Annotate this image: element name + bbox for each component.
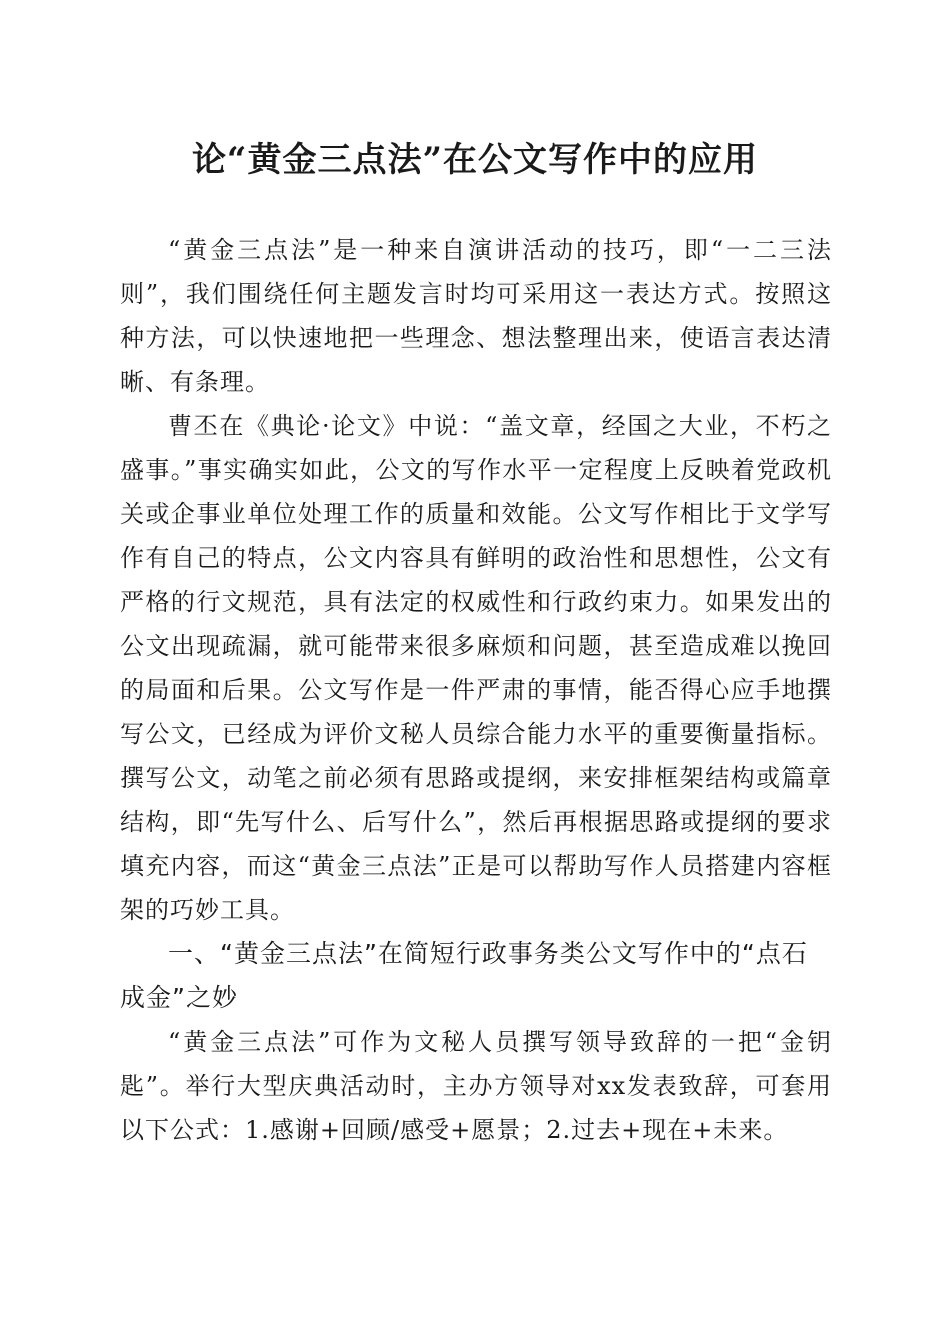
paragraph-cao-pi-quote: 曹丕在《典论·论文》中说：“盖文章，经国之大业，不朽之盛事。”事实确实如此，公文的写作水平一定程度上反映着党政机关或企事业单位处理工作的质量和效能。公文写作相比于文学写作有自己的特点，公文内容具有鲜明的政治性和思想性，公文有严格的行文规范，具有法定的权威性和行政约束力。如果发出的公文出现疏漏，就可能带来很多麻烦和问题，甚至造成难以挽回的局面和后果。公文写作是一件严肃的事情，能否得心应手地撰写公文，已经成为评价文秘人员综合能力水平的重要衡量指标。撰写公文，动笔之前必须有思路或提纲，来安排框架结构或篇章结构，即“先写什么、后写什么”，然后再根据思路或提纲的要求填充内容，而这“黄金三点法”正是可以帮助写作人员搭建内容框架的巧妙工具。 [120, 412, 832, 924]
section-heading-1: 一、“黄金三点法”在简短行政事务类公文写作中的“点石成金”之妙 [120, 939, 808, 1012]
paragraph-intro: “黄金三点法”是一种来自演讲活动的技巧，即“一二三法则”，我们围绕任何主题发言时均可采用这一表达方式。按照这种方法，可以快速地把一些理念、想法整理出来，使语言表达清晰、有条理。 [120, 236, 832, 396]
document-title: 论“黄金三点法”在公文写作中的应用 [191, 140, 759, 180]
paragraph-golden-key: “黄金三点法”可作为文秘人员撰写领导致辞的一把“金钥匙”。举行大型庆典活动时，主办方领导对xx发表致辞，可套用以下公式：1.感谢+回顾/感受+愿景；2.过去+现在+未来。 [120, 1028, 832, 1144]
document-body [120, 228, 832, 1152]
